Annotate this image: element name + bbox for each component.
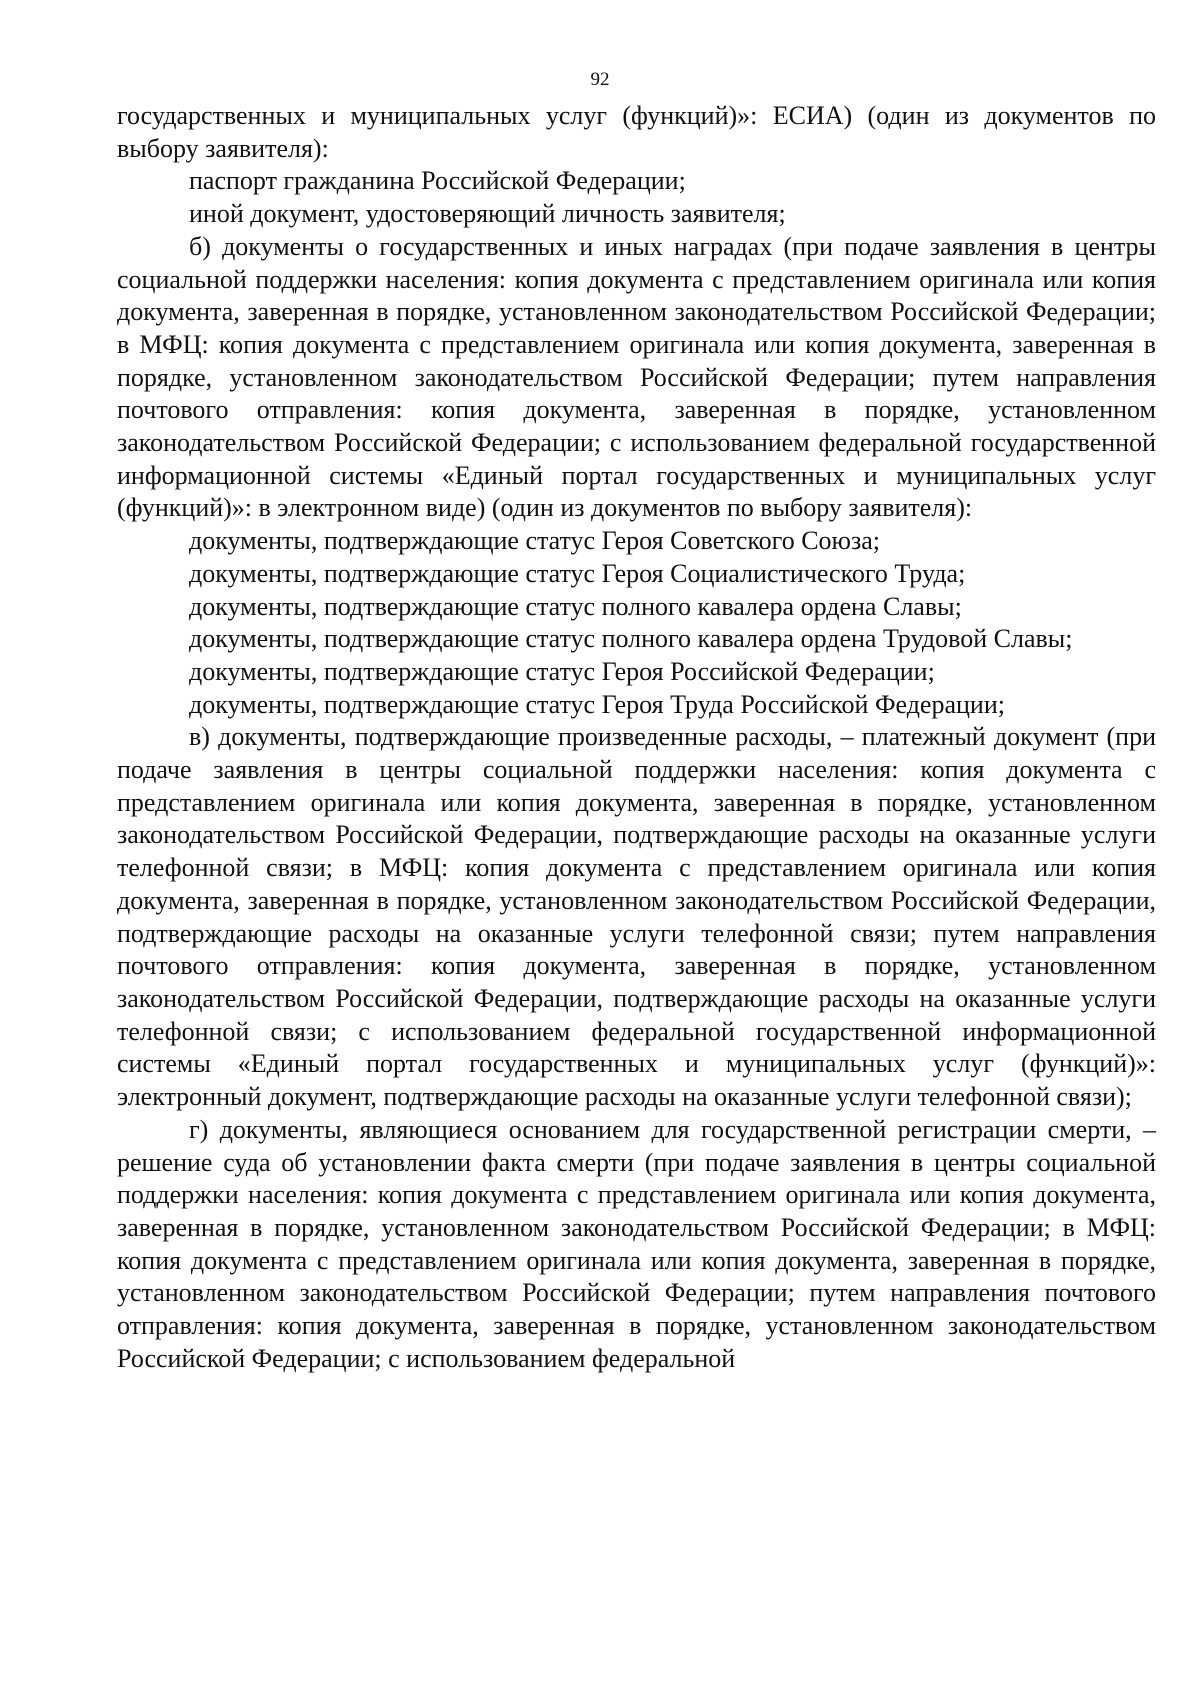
page-number: 92 (590, 69, 610, 90)
list-item-identity-document: иной документ, удостоверяющий личность заявителя; (189, 199, 786, 229)
paragraph-continuation: государственных и муниципальных услуг (функций)»: ЕСИА) (один из документов по выбору заявителя): (117, 101, 1156, 163)
list-item-hero-socialist-labor: документы, подтверждающие статус Героя Социалистического Труда; (189, 558, 966, 588)
list-item-order-of-glory: документы, подтверждающие статус полного кавалера ордена Славы; (189, 591, 962, 621)
document-body (117, 100, 1156, 1375)
paragraph-v-expenses: в) документы, подтверждающие произведенные расходы, – платежный документ (при подаче заявления в центры социальной поддержки населения: копия документа с представлением оригинала или копия документа, заверенная в порядке, установленном законодательством Российской Федерации, подтверждающие расходы на оказанные услуги телефонной связи; в МФЦ: копия документа с представлением оригинала или копия документа, заверенная в порядке, установленном законодательством Российской Федерации, подтверждающие расходы на оказанные услуги телефонной связи; путем направления почтового отправления: копия документа, заверенная в порядке, установленном законодательством Российской Федерации, подтверждающие расходы на оказанные услуги телефонной связи; с использованием федеральной государственной информационной системы «Единый портал государственных и муниципальных услуг (функций)»: электронный документ, подтверждающие расходы на оказанные услуги телефонной связи); (117, 722, 1156, 1112)
list-item-hero-soviet-union: документы, подтверждающие статус Героя Советского Союза; (189, 526, 880, 556)
list-item-order-of-labor-glory: документы, подтверждающие статус полного кавалера ордена Трудовой Славы; (189, 624, 1073, 654)
paragraph-b-awards: б) документы о государственных и иных наградах (при подаче заявления в центры социальной поддержки населения: копия документа с представлением оригинала или копия документа, заверенная в порядке, установленном законодательством Российской Федерации; в МФЦ: копия документа с представлением оригинала или копия документа, заверенная в порядке, установленном законодательством Российской Федерации; путем направления почтового отправления: копия документа, заверенная в порядке, установленном законодательством Российской Федерации; с использованием федеральной государственной информационной системы «Единый портал государственных и муниципальных услуг (функций)»: в электронном виде) (один из документов по выбору заявителя): (117, 231, 1156, 523)
list-item-hero-russian-federation: документы, подтверждающие статус Героя Российской Федерации; (189, 656, 935, 686)
list-item-passport: паспорт гражданина Российской Федерации; (189, 166, 686, 196)
paragraph-g-death-registration: г) документы, являющиеся основанием для государственной регистрации смерти, – решение суда об установлении факта смерти (при подаче заявления в центры социальной поддержки населения: копия документа с представлением оригинала или копия документа, заверенная в порядке, установленном законодательством Российской Федерации; в МФЦ: копия документа с представлением оригинала или копия документа, заверенная в порядке, установленном законодательством Российской Федерации; путем направления почтового отправления: копия документа, заверенная в порядке, установленном законодательством Российской Федерации; с использованием федеральной (117, 1114, 1156, 1373)
list-item-hero-of-labor: документы, подтверждающие статус Героя Труда Российской Федерации; (189, 689, 1005, 719)
